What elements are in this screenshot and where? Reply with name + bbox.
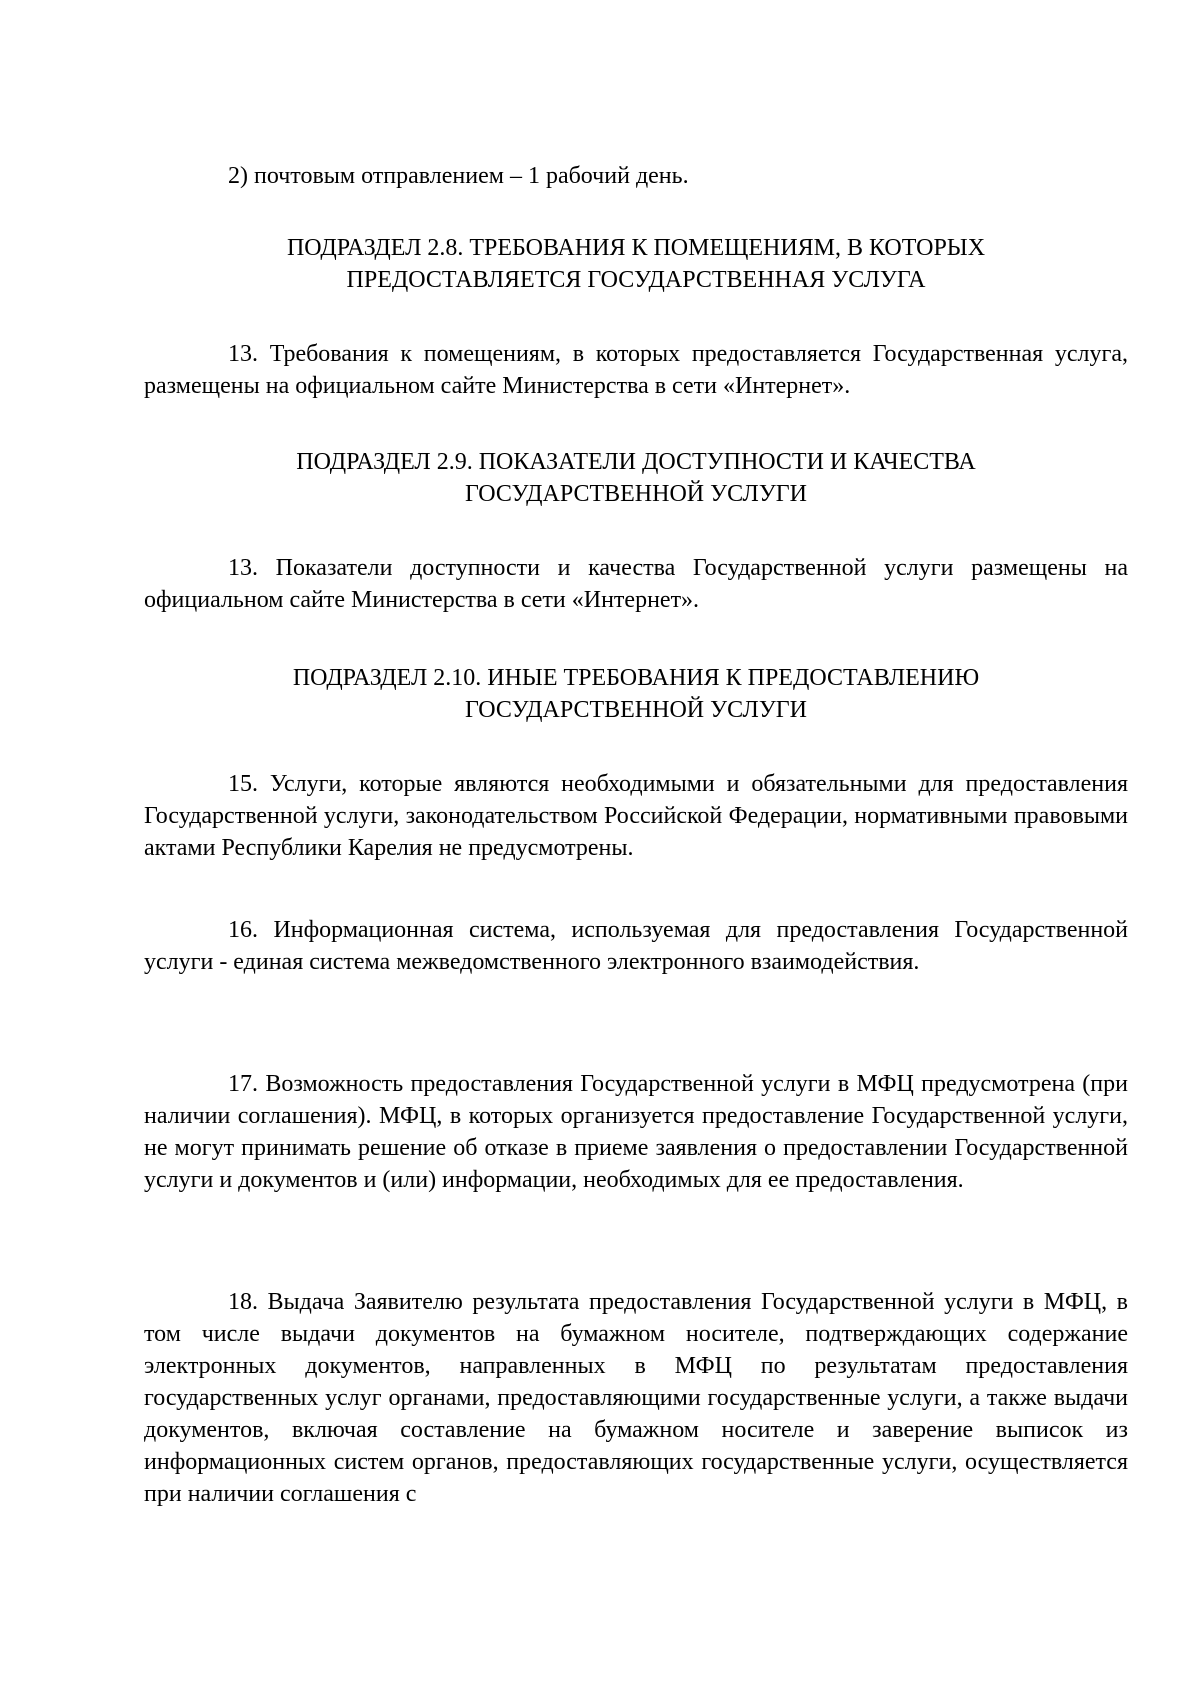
heading-line: ПРЕДОСТАВЛЯЕТСЯ ГОСУДАРСТВЕННАЯ УСЛУГА — [346, 267, 926, 293]
paragraph-17: 17. Возможность предоставления Государственной услуги в МФЦ предусмотрена (при наличии соглашения). МФЦ, в которых организуется предоставление Государственной услуги, не могут принимать решение об отказе в приеме заявления о предоставлении Государственной услуги и документов и (или) информации, необходимых для ее предоставления. — [144, 1071, 1128, 1193]
heading-line: ПОДРАЗДЕЛ 2.8. ТРЕБОВАНИЯ К ПОМЕЩЕНИЯМ, В КОТОРЫХ — [286, 235, 986, 261]
heading-line: ГОСУДАРСТВЕННОЙ УСЛУГИ — [464, 697, 808, 723]
paragraph-13-premises: 13. Требования к помещениям, в которых предоставляется Государственная услуга, размещены на официальном сайте Министерства в сети «Интернет». — [144, 341, 1128, 399]
heading-line: ПОДРАЗДЕЛ 2.10. ИНЫЕ ТРЕБОВАНИЯ К ПРЕДОСТАВЛЕНИЮ — [292, 665, 980, 691]
section-heading-2-10 — [144, 662, 1128, 726]
section-heading-2-9 — [144, 446, 1128, 510]
paragraph-15: 15. Услуги, которые являются необходимыми и обязательными для предоставления Государственной услуги, законодательством Российской Федерации, нормативными правовыми актами Республики Карелия не предусмотрены. — [144, 771, 1128, 861]
continuation-paragraph: 2) почтовым отправлением – 1 рабочий день. — [228, 163, 689, 189]
paragraph-18: 18. Выдача Заявителю результата предоставления Государственной услуги в МФЦ, в том числе выдачи документов на бумажном носителе, подтверждающих содержание электронных документов, направленных в МФЦ по результатам предоставления государственных услуг органами, предоставляющими государственные услуги, а также выдачи документов, включая составление на бумажном носителе и заверение выписок из информационных систем органов, предоставляющих государственные услуги, осуществляется при наличии соглашения с — [144, 1289, 1128, 1507]
heading-line: ПОДРАЗДЕЛ 2.9. ПОКАЗАТЕЛИ ДОСТУПНОСТИ И КАЧЕСТВА — [296, 449, 976, 475]
paragraph-13-quality: 13. Показатели доступности и качества Государственной услуги размещены на официальном сайте Министерства в сети «Интернет». — [144, 555, 1128, 613]
paragraph-16: 16. Информационная система, используемая для предоставления Государственной услуги - единая система межведомственного электронного взаимодействия. — [144, 917, 1128, 975]
section-heading-2-8 — [144, 232, 1128, 296]
heading-line: ГОСУДАРСТВЕННОЙ УСЛУГИ — [464, 481, 808, 507]
